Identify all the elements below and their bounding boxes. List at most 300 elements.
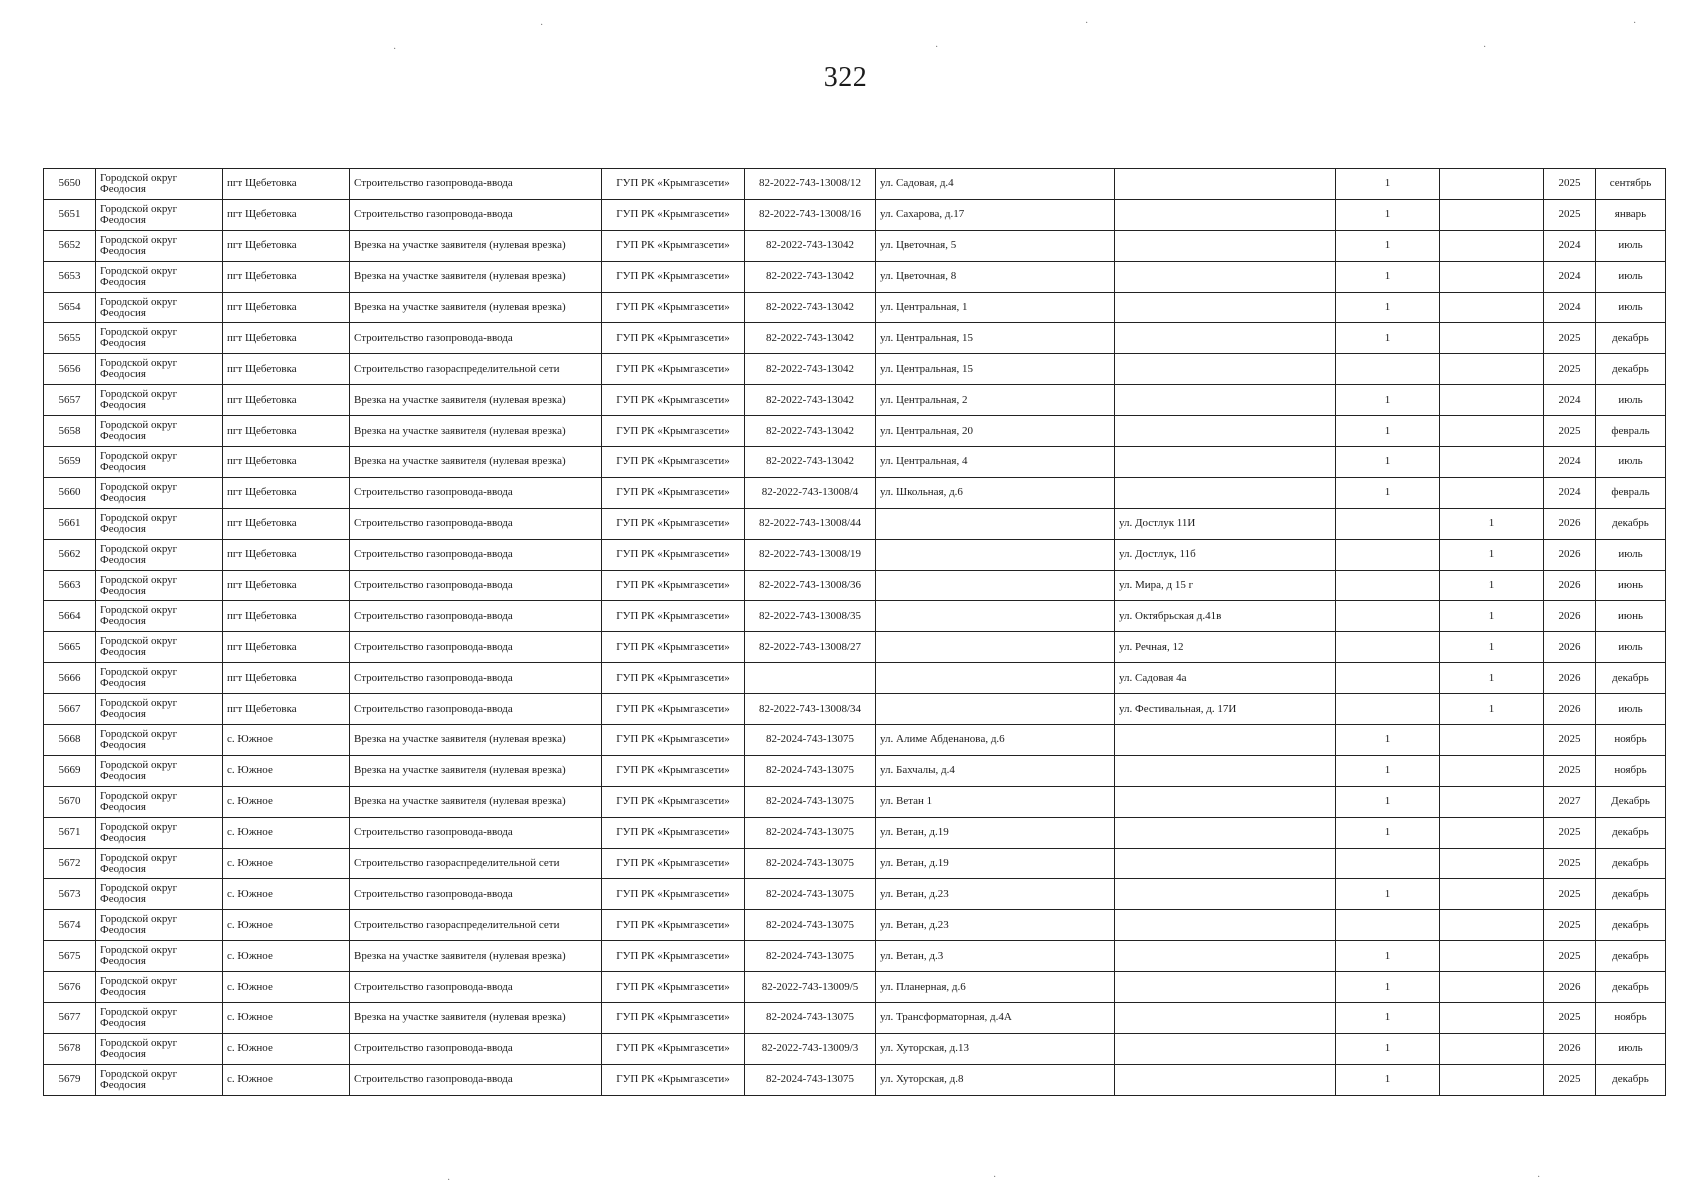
tu-number-cell: 82-2022-743-13008/12 — [745, 169, 876, 200]
municipality-cell: Городской округ Феодосия — [96, 169, 223, 200]
table-row — [44, 230, 1666, 261]
row-number: 5679 — [44, 1064, 96, 1095]
settlement-cell: с. Южное — [223, 1064, 350, 1095]
month-cell: Декабрь — [1596, 786, 1666, 817]
count-cell: 1 — [1336, 1033, 1440, 1064]
organization-cell: ГУП РК «Крымгазсети» — [602, 786, 745, 817]
year-cell: 2026 — [1544, 570, 1596, 601]
month-cell: декабрь — [1596, 972, 1666, 1003]
table-body — [44, 169, 1666, 1096]
work-type-cell: Строительство газораспределительной сети — [350, 354, 602, 385]
work-type-cell: Врезка на участке заявителя (нулевая врезка) — [350, 786, 602, 817]
organization-cell: ГУП РК «Крымгазсети» — [602, 1033, 745, 1064]
row-number: 5668 — [44, 725, 96, 756]
address-alt-cell: ул. Достлук 11И — [1115, 508, 1336, 539]
table-row — [44, 694, 1666, 725]
month-cell: сентябрь — [1596, 169, 1666, 200]
organization-cell: ГУП РК «Крымгазсети» — [602, 663, 745, 694]
tu-number-cell: 82-2022-743-13008/4 — [745, 477, 876, 508]
organization-cell: ГУП РК «Крымгазсети» — [602, 879, 745, 910]
address-cell: ул. Цветочная, 5 — [876, 230, 1115, 261]
tu-number-cell: 82-2022-743-13008/36 — [745, 570, 876, 601]
count-cell: 1 — [1336, 323, 1440, 354]
table-row — [44, 786, 1666, 817]
municipality-cell: Городской округ Феодосия — [96, 199, 223, 230]
address-cell: ул. Центральная, 15 — [876, 323, 1115, 354]
settlement-cell: с. Южное — [223, 725, 350, 756]
count-cell — [1336, 848, 1440, 879]
address-alt-cell — [1115, 385, 1336, 416]
year-cell: 2026 — [1544, 508, 1596, 539]
month-cell: декабрь — [1596, 817, 1666, 848]
row-number: 5670 — [44, 786, 96, 817]
count-alt-cell: 1 — [1440, 632, 1544, 663]
address-cell: ул. Школьная, д.6 — [876, 477, 1115, 508]
organization-cell: ГУП РК «Крымгазсети» — [602, 385, 745, 416]
settlement-cell: пгт Щебетовка — [223, 539, 350, 570]
count-alt-cell: 1 — [1440, 601, 1544, 632]
count-alt-cell — [1440, 786, 1544, 817]
settlement-cell: пгт Щебетовка — [223, 261, 350, 292]
scan-speck: · — [1537, 1172, 1541, 1183]
settlement-cell: пгт Щебетовка — [223, 354, 350, 385]
municipality-cell: Городской округ Феодосия — [96, 477, 223, 508]
row-number: 5659 — [44, 447, 96, 478]
municipality-cell: Городской округ Феодосия — [96, 323, 223, 354]
work-type-cell: Врезка на участке заявителя (нулевая врезка) — [350, 1003, 602, 1034]
work-type-cell: Строительство газопровода-ввода — [350, 817, 602, 848]
count-cell — [1336, 910, 1440, 941]
year-cell: 2025 — [1544, 323, 1596, 354]
year-cell: 2025 — [1544, 416, 1596, 447]
year-cell: 2025 — [1544, 848, 1596, 879]
year-cell: 2026 — [1544, 663, 1596, 694]
year-cell: 2026 — [1544, 1033, 1596, 1064]
work-type-cell: Врезка на участке заявителя (нулевая врезка) — [350, 261, 602, 292]
month-cell: июль — [1596, 385, 1666, 416]
settlement-cell: с. Южное — [223, 817, 350, 848]
address-alt-cell — [1115, 230, 1336, 261]
month-cell: июль — [1596, 447, 1666, 478]
month-cell: июль — [1596, 694, 1666, 725]
organization-cell: ГУП РК «Крымгазсети» — [602, 601, 745, 632]
row-number: 5658 — [44, 416, 96, 447]
month-cell: декабрь — [1596, 879, 1666, 910]
address-cell: ул. Центральная, 1 — [876, 292, 1115, 323]
count-alt-cell: 1 — [1440, 508, 1544, 539]
year-cell: 2024 — [1544, 261, 1596, 292]
scan-speck: · — [540, 20, 544, 31]
municipality-cell: Городской округ Феодосия — [96, 539, 223, 570]
count-cell: 1 — [1336, 385, 1440, 416]
year-cell: 2025 — [1544, 354, 1596, 385]
scan-speck: · — [447, 1175, 451, 1186]
month-cell: июль — [1596, 1033, 1666, 1064]
year-cell: 2026 — [1544, 539, 1596, 570]
year-cell: 2024 — [1544, 292, 1596, 323]
organization-cell: ГУП РК «Крымгазсети» — [602, 1003, 745, 1034]
tu-number-cell: 82-2022-743-13042 — [745, 416, 876, 447]
table-row — [44, 354, 1666, 385]
count-alt-cell — [1440, 323, 1544, 354]
row-number: 5677 — [44, 1003, 96, 1034]
municipality-cell: Городской округ Феодосия — [96, 755, 223, 786]
month-cell: февраль — [1596, 477, 1666, 508]
tu-number-cell: 82-2022-743-13042 — [745, 385, 876, 416]
address-cell: ул. Центральная, 15 — [876, 354, 1115, 385]
organization-cell: ГУП РК «Крымгазсети» — [602, 539, 745, 570]
municipality-cell: Городской округ Феодосия — [96, 508, 223, 539]
row-number: 5650 — [44, 169, 96, 200]
work-type-cell: Строительство газопровода-ввода — [350, 632, 602, 663]
municipality-cell: Городской округ Феодосия — [96, 694, 223, 725]
year-cell: 2025 — [1544, 910, 1596, 941]
month-cell: декабрь — [1596, 848, 1666, 879]
tu-number-cell — [745, 663, 876, 694]
row-number: 5656 — [44, 354, 96, 385]
work-type-cell: Строительство газопровода-ввода — [350, 508, 602, 539]
municipality-cell: Городской округ Феодосия — [96, 385, 223, 416]
table-row — [44, 416, 1666, 447]
count-cell: 1 — [1336, 199, 1440, 230]
organization-cell: ГУП РК «Крымгазсети» — [602, 941, 745, 972]
organization-cell: ГУП РК «Крымгазсети» — [602, 632, 745, 663]
municipality-cell: Городской округ Феодосия — [96, 910, 223, 941]
settlement-cell: пгт Щебетовка — [223, 230, 350, 261]
address-alt-cell: ул. Октябрьская д.41в — [1115, 601, 1336, 632]
settlement-cell: пгт Щебетовка — [223, 447, 350, 478]
row-number: 5671 — [44, 817, 96, 848]
address-cell — [876, 539, 1115, 570]
address-cell — [876, 694, 1115, 725]
row-number: 5674 — [44, 910, 96, 941]
row-number: 5672 — [44, 848, 96, 879]
tu-number-cell: 82-2022-743-13009/5 — [745, 972, 876, 1003]
table-row — [44, 570, 1666, 601]
count-alt-cell — [1440, 354, 1544, 385]
row-number: 5675 — [44, 941, 96, 972]
year-cell: 2024 — [1544, 447, 1596, 478]
work-type-cell: Врезка на участке заявителя (нулевая врезка) — [350, 447, 602, 478]
tu-number-cell: 82-2024-743-13075 — [745, 848, 876, 879]
table-row — [44, 169, 1666, 200]
address-cell: ул. Хуторская, д.8 — [876, 1064, 1115, 1095]
count-cell: 1 — [1336, 416, 1440, 447]
settlement-cell: пгт Щебетовка — [223, 508, 350, 539]
month-cell: ноябрь — [1596, 1003, 1666, 1034]
count-cell: 1 — [1336, 755, 1440, 786]
count-cell — [1336, 663, 1440, 694]
work-type-cell: Строительство газопровода-ввода — [350, 169, 602, 200]
count-alt-cell — [1440, 755, 1544, 786]
address-alt-cell — [1115, 879, 1336, 910]
tu-number-cell: 82-2022-743-13042 — [745, 230, 876, 261]
organization-cell: ГУП РК «Крымгазсети» — [602, 570, 745, 601]
settlement-cell: пгт Щебетовка — [223, 323, 350, 354]
tu-number-cell: 82-2022-743-13008/19 — [745, 539, 876, 570]
organization-cell: ГУП РК «Крымгазсети» — [602, 169, 745, 200]
count-alt-cell — [1440, 199, 1544, 230]
year-cell: 2026 — [1544, 632, 1596, 663]
organization-cell: ГУП РК «Крымгазсети» — [602, 230, 745, 261]
scan-speck: · — [393, 44, 397, 55]
work-type-cell: Строительство газораспределительной сети — [350, 848, 602, 879]
row-number: 5669 — [44, 755, 96, 786]
count-alt-cell: 1 — [1440, 663, 1544, 694]
month-cell: январь — [1596, 199, 1666, 230]
settlement-cell: пгт Щебетовка — [223, 694, 350, 725]
settlement-cell: пгт Щебетовка — [223, 292, 350, 323]
count-cell: 1 — [1336, 725, 1440, 756]
table-row — [44, 663, 1666, 694]
address-alt-cell — [1115, 1033, 1336, 1064]
address-alt-cell — [1115, 477, 1336, 508]
municipality-cell: Городской округ Феодосия — [96, 1003, 223, 1034]
municipality-cell: Городской округ Феодосия — [96, 941, 223, 972]
count-alt-cell — [1440, 972, 1544, 1003]
municipality-cell: Городской округ Феодосия — [96, 1033, 223, 1064]
row-number: 5654 — [44, 292, 96, 323]
scan-speck: · — [993, 1172, 997, 1183]
year-cell: 2024 — [1544, 385, 1596, 416]
municipality-cell: Городской округ Феодосия — [96, 817, 223, 848]
organization-cell: ГУП РК «Крымгазсети» — [602, 323, 745, 354]
row-number: 5662 — [44, 539, 96, 570]
address-alt-cell — [1115, 354, 1336, 385]
municipality-cell: Городской округ Феодосия — [96, 292, 223, 323]
month-cell: декабрь — [1596, 663, 1666, 694]
tu-number-cell: 82-2024-743-13075 — [745, 879, 876, 910]
work-type-cell: Врезка на участке заявителя (нулевая врезка) — [350, 292, 602, 323]
organization-cell: ГУП РК «Крымгазсети» — [602, 199, 745, 230]
address-alt-cell: ул. Фестивальная, д. 17И — [1115, 694, 1336, 725]
year-cell: 2025 — [1544, 879, 1596, 910]
year-cell: 2024 — [1544, 230, 1596, 261]
organization-cell: ГУП РК «Крымгазсети» — [602, 354, 745, 385]
organization-cell: ГУП РК «Крымгазсети» — [602, 292, 745, 323]
row-number: 5665 — [44, 632, 96, 663]
municipality-cell: Городской округ Феодосия — [96, 601, 223, 632]
count-alt-cell — [1440, 879, 1544, 910]
work-type-cell: Строительство газопровода-ввода — [350, 539, 602, 570]
count-alt-cell — [1440, 1003, 1544, 1034]
municipality-cell: Городской округ Феодосия — [96, 879, 223, 910]
municipality-cell: Городской округ Феодосия — [96, 972, 223, 1003]
tu-number-cell: 82-2022-743-13008/16 — [745, 199, 876, 230]
page-number: 322 — [823, 62, 868, 93]
row-number: 5673 — [44, 879, 96, 910]
row-number: 5657 — [44, 385, 96, 416]
row-number: 5664 — [44, 601, 96, 632]
count-alt-cell — [1440, 169, 1544, 200]
month-cell: ноябрь — [1596, 755, 1666, 786]
table-row — [44, 261, 1666, 292]
month-cell: ноябрь — [1596, 725, 1666, 756]
table-row — [44, 632, 1666, 663]
work-type-cell: Строительство газопровода-ввода — [350, 570, 602, 601]
organization-cell: ГУП РК «Крымгазсети» — [602, 725, 745, 756]
tu-number-cell: 82-2022-743-13008/35 — [745, 601, 876, 632]
settlement-cell: с. Южное — [223, 910, 350, 941]
month-cell: июль — [1596, 261, 1666, 292]
organization-cell: ГУП РК «Крымгазсети» — [602, 694, 745, 725]
work-type-cell: Врезка на участке заявителя (нулевая врезка) — [350, 941, 602, 972]
address-cell: ул. Садовая, д.4 — [876, 169, 1115, 200]
address-cell — [876, 663, 1115, 694]
year-cell: 2025 — [1544, 199, 1596, 230]
work-type-cell: Строительство газопровода-ввода — [350, 663, 602, 694]
address-alt-cell: ул. Мира, д 15 г — [1115, 570, 1336, 601]
table-row — [44, 941, 1666, 972]
address-cell: ул. Центральная, 4 — [876, 447, 1115, 478]
row-number: 5652 — [44, 230, 96, 261]
address-alt-cell — [1115, 199, 1336, 230]
settlement-cell: пгт Щебетовка — [223, 199, 350, 230]
address-alt-cell — [1115, 910, 1336, 941]
tu-number-cell: 82-2024-743-13075 — [745, 941, 876, 972]
work-type-cell: Строительство газопровода-ввода — [350, 972, 602, 1003]
address-cell: ул. Ветан 1 — [876, 786, 1115, 817]
month-cell: июль — [1596, 539, 1666, 570]
year-cell: 2025 — [1544, 817, 1596, 848]
address-cell: ул. Трансформаторная, д.4А — [876, 1003, 1115, 1034]
tu-number-cell: 82-2022-743-13008/44 — [745, 508, 876, 539]
row-number: 5661 — [44, 508, 96, 539]
count-cell — [1336, 601, 1440, 632]
work-type-cell: Строительство газопровода-ввода — [350, 1033, 602, 1064]
tu-number-cell: 82-2022-743-13008/34 — [745, 694, 876, 725]
count-cell: 1 — [1336, 477, 1440, 508]
organization-cell: ГУП РК «Крымгазсети» — [602, 972, 745, 1003]
address-cell: ул. Планерная, д.6 — [876, 972, 1115, 1003]
row-number: 5663 — [44, 570, 96, 601]
address-cell: ул. Ветан, д.23 — [876, 879, 1115, 910]
count-alt-cell: 1 — [1440, 539, 1544, 570]
municipality-cell: Городской округ Феодосия — [96, 725, 223, 756]
municipality-cell: Городской округ Феодосия — [96, 632, 223, 663]
row-number: 5660 — [44, 477, 96, 508]
municipality-cell: Городской округ Феодосия — [96, 848, 223, 879]
tu-number-cell: 82-2022-743-13042 — [745, 261, 876, 292]
municipality-cell: Городской округ Феодосия — [96, 261, 223, 292]
address-cell — [876, 601, 1115, 632]
address-alt-cell — [1115, 261, 1336, 292]
table-row — [44, 323, 1666, 354]
settlement-cell: пгт Щебетовка — [223, 570, 350, 601]
municipality-cell: Городской округ Феодосия — [96, 230, 223, 261]
table-row — [44, 477, 1666, 508]
count-cell: 1 — [1336, 447, 1440, 478]
count-alt-cell — [1440, 416, 1544, 447]
year-cell: 2025 — [1544, 941, 1596, 972]
tu-number-cell: 82-2022-743-13008/27 — [745, 632, 876, 663]
count-cell: 1 — [1336, 972, 1440, 1003]
tu-number-cell: 82-2024-743-13075 — [745, 1003, 876, 1034]
organization-cell: ГУП РК «Крымгазсети» — [602, 416, 745, 447]
address-cell: ул. Ветан, д.19 — [876, 817, 1115, 848]
count-alt-cell — [1440, 1064, 1544, 1095]
settlement-cell: с. Южное — [223, 1003, 350, 1034]
table-row — [44, 910, 1666, 941]
row-number: 5653 — [44, 261, 96, 292]
address-alt-cell — [1115, 817, 1336, 848]
year-cell: 2024 — [1544, 477, 1596, 508]
address-alt-cell — [1115, 786, 1336, 817]
month-cell: июль — [1596, 292, 1666, 323]
work-type-cell: Строительство газораспределительной сети — [350, 910, 602, 941]
tu-number-cell: 82-2022-743-13042 — [745, 447, 876, 478]
count-alt-cell: 1 — [1440, 694, 1544, 725]
address-cell: ул. Центральная, 2 — [876, 385, 1115, 416]
month-cell: декабрь — [1596, 323, 1666, 354]
scan-speck: · — [1483, 42, 1487, 53]
month-cell: декабрь — [1596, 910, 1666, 941]
count-cell: 1 — [1336, 169, 1440, 200]
month-cell: декабрь — [1596, 354, 1666, 385]
tu-number-cell: 82-2022-743-13042 — [745, 323, 876, 354]
count-alt-cell — [1440, 230, 1544, 261]
work-type-cell: Врезка на участке заявителя (нулевая врезка) — [350, 416, 602, 447]
table-row — [44, 539, 1666, 570]
table-row — [44, 508, 1666, 539]
month-cell: декабрь — [1596, 941, 1666, 972]
organization-cell: ГУП РК «Крымгазсети» — [602, 910, 745, 941]
municipality-cell: Городской округ Феодосия — [96, 447, 223, 478]
month-cell: июль — [1596, 230, 1666, 261]
table-row — [44, 1033, 1666, 1064]
count-alt-cell — [1440, 1033, 1544, 1064]
scan-speck: · — [1633, 18, 1637, 29]
address-alt-cell — [1115, 725, 1336, 756]
work-type-cell: Врезка на участке заявителя (нулевая врезка) — [350, 230, 602, 261]
organization-cell: ГУП РК «Крымгазсети» — [602, 755, 745, 786]
table-row — [44, 817, 1666, 848]
settlement-cell: с. Южное — [223, 1033, 350, 1064]
month-cell: февраль — [1596, 416, 1666, 447]
organization-cell: ГУП РК «Крымгазсети» — [602, 477, 745, 508]
municipality-cell: Городской округ Феодосия — [96, 1064, 223, 1095]
year-cell: 2025 — [1544, 169, 1596, 200]
count-alt-cell — [1440, 292, 1544, 323]
address-alt-cell: ул. Достлук, 11б — [1115, 539, 1336, 570]
count-cell: 1 — [1336, 230, 1440, 261]
table-row — [44, 755, 1666, 786]
work-type-cell: Строительство газопровода-ввода — [350, 477, 602, 508]
count-cell — [1336, 539, 1440, 570]
count-cell: 1 — [1336, 941, 1440, 972]
scan-speck: · — [1085, 18, 1089, 29]
address-cell: ул. Ветан, д.3 — [876, 941, 1115, 972]
month-cell: июнь — [1596, 570, 1666, 601]
row-number: 5666 — [44, 663, 96, 694]
work-type-cell: Врезка на участке заявителя (нулевая врезка) — [350, 725, 602, 756]
table-row — [44, 972, 1666, 1003]
count-alt-cell — [1440, 817, 1544, 848]
settlement-cell: пгт Щебетовка — [223, 601, 350, 632]
address-cell — [876, 570, 1115, 601]
table-row — [44, 447, 1666, 478]
count-cell: 1 — [1336, 1064, 1440, 1095]
year-cell: 2025 — [1544, 1064, 1596, 1095]
tu-number-cell: 82-2024-743-13075 — [745, 1064, 876, 1095]
year-cell: 2025 — [1544, 1003, 1596, 1034]
month-cell: декабрь — [1596, 1064, 1666, 1095]
settlement-cell: с. Южное — [223, 755, 350, 786]
settlement-cell: с. Южное — [223, 848, 350, 879]
count-cell — [1336, 508, 1440, 539]
organization-cell: ГУП РК «Крымгазсети» — [602, 508, 745, 539]
municipality-cell: Городской округ Феодосия — [96, 786, 223, 817]
